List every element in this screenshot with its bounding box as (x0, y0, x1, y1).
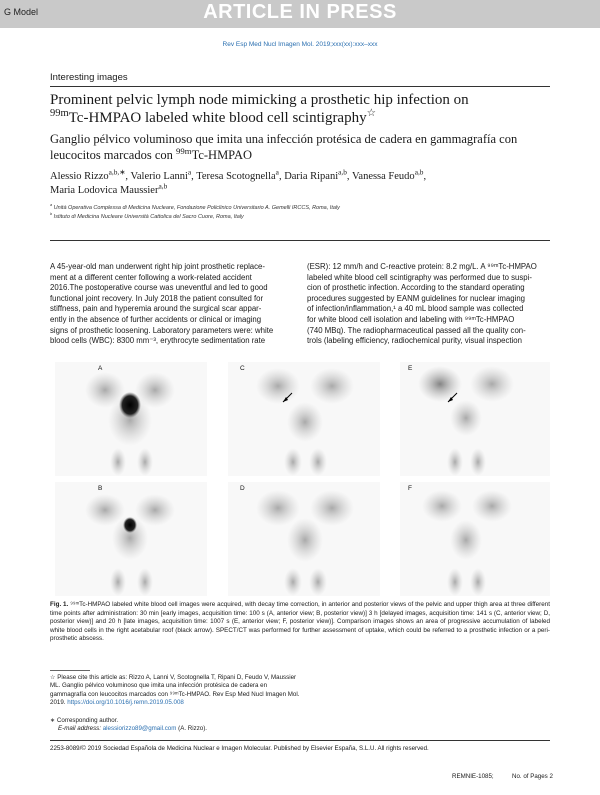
subtitle-isotope: 99m (176, 145, 192, 156)
panel-label-a: A (98, 365, 103, 372)
scintigraphy-panels (50, 360, 550, 596)
section-label: Interesting images (50, 72, 128, 83)
affiliation: $^a$ Unità Operativa Complessa di Medicina Nucleare, Fondazione Policlinico Universitario A. Gemelli IRCCS, Roma, Italy (50, 203, 340, 211)
author[interactable]: Maria Lodovica Maussier$^{a,b}$ (50, 181, 168, 196)
author[interactable]: Alessio Rizzo$^{a,b,∗}$, (50, 167, 131, 182)
body-column-right (307, 262, 550, 347)
subtitle-text: Ganglio pélvico voluminoso que imita una infección protésica de cadera en gammagrafía con leucocitos marcados con (50, 132, 518, 162)
body-column-left (50, 262, 293, 347)
text-line: A 45-year-old man underwent right hip joint prosthetic replace- (50, 262, 265, 271)
journal-reference-link[interactable]: Rev Esp Med Nucl Imagen Mol. 2019;xxx(xx):xxx–xxx (222, 41, 378, 48)
author[interactable]: Valerio Lanni$^a$, (130, 167, 197, 182)
panel-label-d: D (240, 485, 245, 492)
text-line: (740 MBq). The radiopharmaceutical passed all the quality con- (307, 325, 526, 335)
text-line: for white blood cell isolation and labeling with ⁹⁹ᵐTc-HMPAO (307, 314, 515, 324)
panel-label-c: C (240, 365, 245, 372)
affiliation: $^b$ Istituto di Medicina Nucleare Università Cattolica del Sacro Cuore, Roma, Italy (50, 212, 244, 220)
panel-f-image (400, 482, 550, 596)
figure-caption (50, 601, 550, 644)
panel-c-image (228, 362, 380, 476)
panel-label-b: B (98, 485, 103, 492)
subtitle-rest: Tc-HMPAO (191, 148, 253, 162)
author[interactable]: Teresa Scotognella$^a$, (196, 167, 285, 182)
panel-d-image (228, 482, 380, 596)
panel-label-e: E (408, 365, 413, 372)
panel-b-image (55, 482, 207, 596)
g-model-label: G Model (4, 7, 39, 17)
panel-e-image (400, 362, 550, 476)
figure-1 (50, 360, 550, 596)
author-list (50, 167, 570, 198)
panel-a-image (55, 362, 207, 476)
email-link[interactable]: alessiorizzo89@gmail.com (102, 725, 177, 732)
text-line: blood cells (WBC): 8300 mm⁻³, erythrocyte sedimentation rate (50, 336, 266, 346)
text-line: labeled white blood cell scintigraphy was performed due to suspi- (307, 272, 532, 282)
corresponding-author: ∗ Corresponding author. (50, 717, 119, 724)
copyright-rule (50, 740, 550, 741)
author[interactable]: Vanessa Feudo$^{a,b}$, (351, 167, 427, 182)
text-line: trols (labeling efficiency, radiochemical purity, visual inspection (307, 336, 522, 346)
text-line: functional joint recovery. In July 2018 the patient consulted for (50, 293, 264, 303)
footnote-star: ☆ (50, 674, 56, 681)
header-rule (50, 240, 550, 241)
text-line: cion of prosthetic infection. According to the standard operating (307, 283, 525, 293)
article-subtitle-es (50, 131, 550, 163)
title-isotope: 99m (50, 108, 69, 119)
cite-text: Please cite this article as: Rizzo A, Lanni V, Scotognella T, Ripani D, Feudo V, Maussier ML. Ganglio pélvico voluminoso que imita una infección protésica de cadera en gammagrafía con leucocitos marcados con ⁹⁹ᵐTc-HMPAO. Rev Esp Med Nucl Imagen Mol. 2019. (50, 674, 300, 707)
article-title (50, 91, 550, 127)
manuscript-id: REMNIE-1085; (452, 773, 494, 780)
text-line: (ESR): 12 mm/h and C-reactive protein: 8.2 mg/L. A ⁹⁹ᵐTc-HMPAO (307, 262, 537, 271)
copyright-line: 2253-8089/© 2019 Sociedad Española de Medicina Nuclear e Imagen Molecular. Published by Elsevier España, S.L.U. All rights reserved. (50, 745, 429, 752)
text-line: of infection/inflammation,¹ a 40 mL blood sample was collected (307, 304, 524, 314)
panel-label-f: F (408, 485, 412, 492)
page-count: No. of Pages 2 (512, 773, 553, 780)
title-footnote-mark[interactable]: ☆ (366, 108, 377, 119)
text-line: ently in the absence of further accidents or clinical or imaging (50, 314, 262, 324)
text-line: procedures suggested by EANM guidelines for nuclear imaging (307, 293, 526, 303)
caption-label: Fig. 1. (50, 601, 69, 608)
title-line-1: Prominent pelvic lymph node mimicking a prosthetic hip infection on (50, 92, 469, 108)
author[interactable]: Daria Ripani$^{a,b}$, (284, 167, 352, 182)
email-line: E-mail address: alessiorizzo89@gmail.com (A. Rizzo). (58, 725, 208, 732)
text-line: stiffness, pain and hyperemia around the surgical scar appar- (50, 304, 262, 314)
title-line-2: Tc-HMPAO labeled white blood cell scintigraphy (68, 110, 367, 126)
article-in-press-text: ARTICLE IN PRESS (203, 1, 397, 23)
caption-text: ⁹⁹ᵐTc-HMPAO labeled white blood cell images were acquired, with decay time correction, in anterior and posterior views of the pelvic and upper thigh area at three different time points after administration: 30 min [early images, acquisition time: 100 s (A, anterior view; B, posterior view)] 3 h [delayed images, acquisition time: 141 s (C, anterior view; D, posterior view)] and 20 h [late images, acquisition time: 1007 s (E, anterior view; F, posterior view)]. Comparison images shows an area of progressive accumulation of labeled white blood cells in the right acetabular roof (black arrow). SPECT/CT was performed for further assessment of uptake, which could be referred to a prosthetic infection or a peri-prosthetic abscess. (50, 601, 550, 643)
footnote-rule (50, 670, 90, 671)
text-line: signs of prosthetic loosening. Laboratory parameters were: white (50, 325, 274, 335)
citation-footnote (50, 674, 300, 708)
text-line: 2016.The postoperative course was uneventful and led to good (50, 283, 268, 293)
doi-link[interactable]: https://doi.org/10.1016/j.remn.2019.05.008 (67, 699, 184, 707)
text-line: ment at a different center following a work-related accident (50, 272, 252, 282)
section-rule (50, 86, 550, 87)
